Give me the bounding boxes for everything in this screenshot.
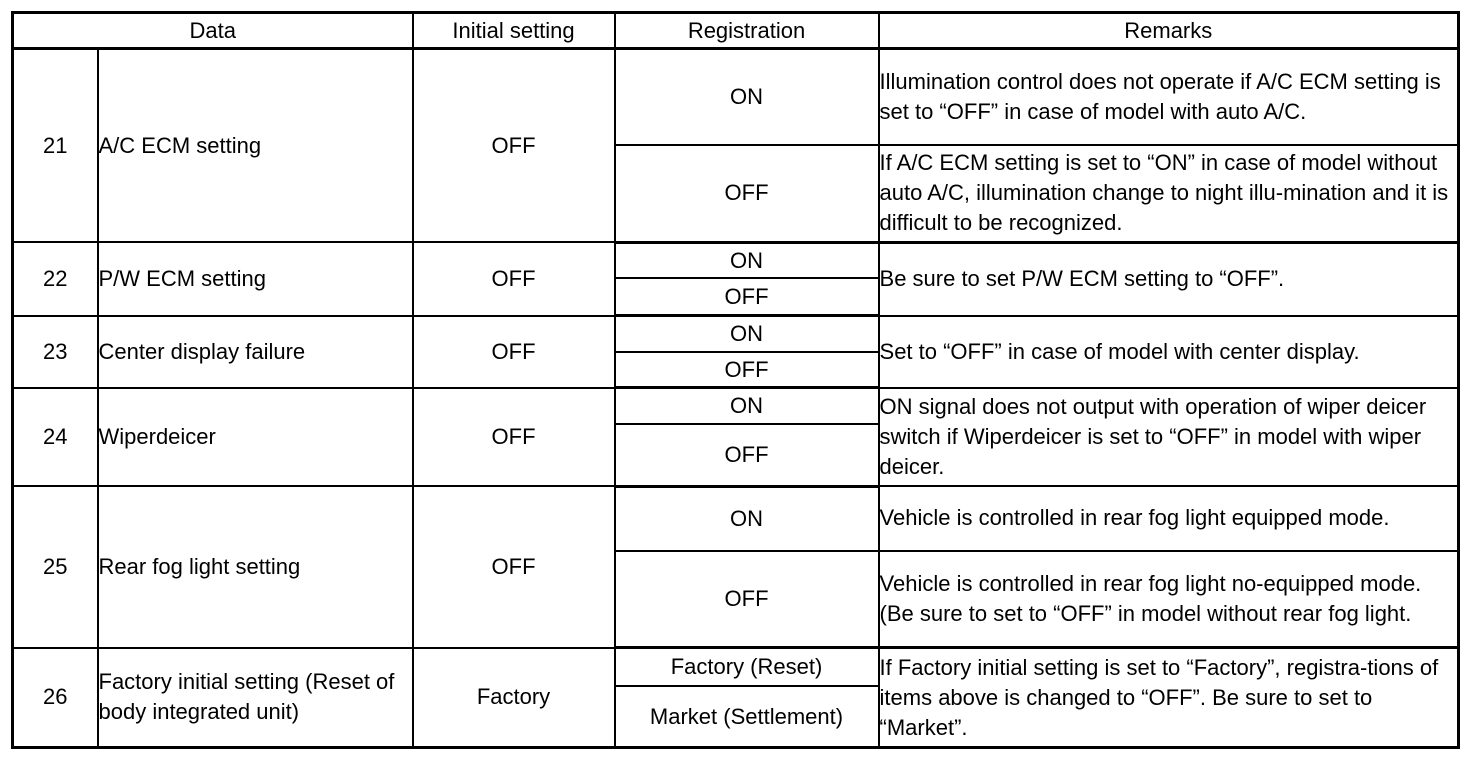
- registration-option: OFF: [615, 551, 879, 648]
- remark-text: If Factory initial setting is set to “Factory”, registra-tions of items above is changed to “OFF”. Be sure to set to “Market”.: [879, 648, 1459, 748]
- registration-option: OFF: [615, 145, 879, 242]
- item-name: Factory initial setting (Reset of body integrated unit): [98, 648, 413, 748]
- registration-option: Factory (Reset): [615, 648, 879, 686]
- registration-option: Market (Settlement): [615, 686, 879, 747]
- registration-option: OFF: [615, 424, 879, 486]
- registration-option: ON: [615, 388, 879, 424]
- item-number: 22: [13, 242, 98, 315]
- table-row: [13, 49, 1459, 145]
- remark-text: If A/C ECM setting is set to “ON” in case of model without auto A/C, illumination change to night illu-mination and it is difficult to be recognized.: [879, 145, 1459, 242]
- initial-value: OFF: [413, 486, 615, 648]
- remark-text: Set to “OFF” in case of model with center display.: [879, 316, 1459, 388]
- registration-option: ON: [615, 316, 879, 352]
- initial-value: OFF: [413, 316, 615, 388]
- registration-option: ON: [615, 242, 879, 278]
- remark-text: Vehicle is controlled in rear fog light no-equipped mode. (Be sure to set to “OFF” in model without rear fog light.: [879, 551, 1459, 648]
- header-row: [13, 13, 1459, 49]
- header-remarks: Remarks: [879, 13, 1459, 49]
- item-number: 23: [13, 316, 98, 388]
- registration-option: ON: [615, 486, 879, 550]
- item-number: 24: [13, 388, 98, 486]
- initial-value: OFF: [413, 388, 615, 486]
- item-number: 26: [13, 648, 98, 748]
- remark-text: ON signal does not output with operation of wiper deicer switch if Wiperdeicer is set to “OFF” in model with wiper deicer.: [879, 388, 1459, 486]
- registration-option: OFF: [615, 278, 879, 315]
- header-data: Data: [13, 13, 413, 49]
- table-row: [13, 486, 1459, 550]
- item-name: Center display failure: [98, 316, 413, 388]
- item-name: Rear fog light setting: [98, 486, 413, 648]
- table-row: [13, 316, 1459, 352]
- table-row: [13, 388, 1459, 424]
- header-registration: Registration: [615, 13, 879, 49]
- header-initial-setting: Initial setting: [413, 13, 615, 49]
- item-name: A/C ECM setting: [98, 49, 413, 243]
- initial-value: OFF: [413, 242, 615, 315]
- settings-table: [11, 11, 1460, 749]
- initial-value: Factory: [413, 648, 615, 748]
- remark-text: Be sure to set P/W ECM setting to “OFF”.: [879, 242, 1459, 315]
- remark-text: Illumination control does not operate if A/C ECM setting is set to “OFF” in case of model with auto A/C.: [879, 49, 1459, 145]
- registration-option: ON: [615, 49, 879, 145]
- item-name: Wiperdeicer: [98, 388, 413, 486]
- item-number: 25: [13, 486, 98, 648]
- item-name: P/W ECM setting: [98, 242, 413, 315]
- remark-text: Vehicle is controlled in rear fog light equipped mode.: [879, 486, 1459, 550]
- table-row: [13, 648, 1459, 686]
- item-number: 21: [13, 49, 98, 243]
- table-row: [13, 242, 1459, 278]
- initial-value: OFF: [413, 49, 615, 243]
- registration-option: OFF: [615, 352, 879, 388]
